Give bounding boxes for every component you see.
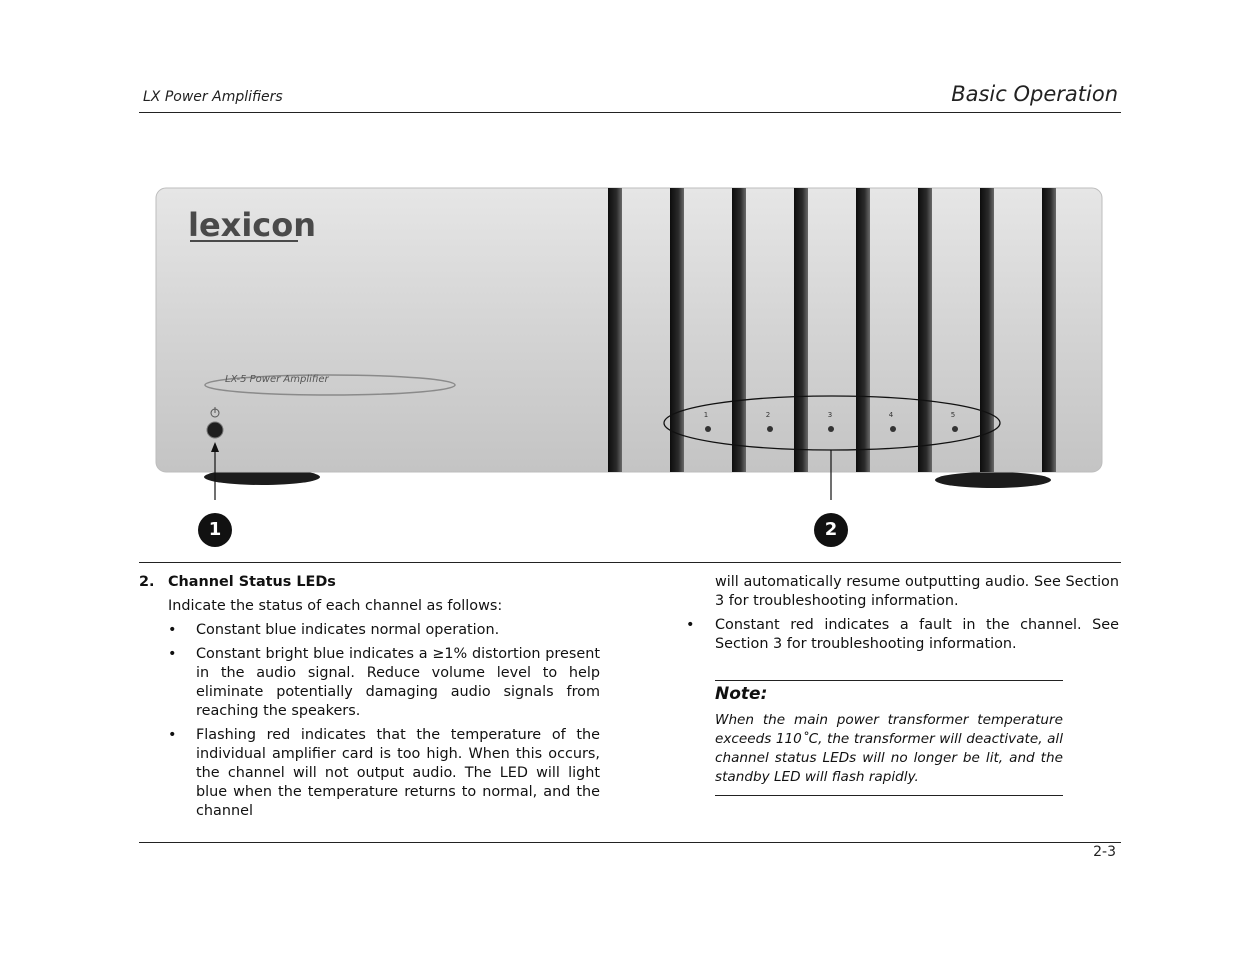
list-item: [686, 616, 1119, 654]
callout-1: 1: [198, 513, 232, 547]
channel-label: 4: [888, 411, 894, 419]
running-header-left: LX Power Amplifiers: [143, 89, 283, 105]
channel-label: 2: [765, 411, 771, 419]
item-title: Channel Status LEDs: [168, 574, 336, 590]
model-label: LX-5 Power Amplifier: [225, 374, 329, 385]
footer-rule: [139, 842, 1121, 843]
note-top-rule: [715, 680, 1063, 681]
list-item: [139, 621, 600, 640]
channel-label: 1: [703, 411, 709, 419]
channel-led: [705, 426, 711, 432]
bullet-list-right: [686, 616, 1119, 654]
bullet-list-left: [139, 621, 600, 821]
header-rule: [139, 112, 1121, 113]
channel-led: [767, 426, 773, 432]
list-item-continuation: will automatically resume outputting audio. See Section 3 for troubleshooting information.: [715, 574, 1119, 609]
list-item-text: Constant red indicates a fault in the channel. See Section 3 for troubleshooting information.: [715, 617, 1119, 652]
left-column: [139, 573, 600, 826]
amplifier-illustration: [150, 180, 1110, 500]
channel-label: 3: [827, 411, 833, 419]
right-column: [686, 573, 1119, 659]
standby-button: [207, 422, 223, 438]
item-intro: Indicate the status of each channel as follows:: [168, 598, 503, 614]
note-title: Note:: [715, 684, 768, 704]
amplifier-front-panel-figure: [150, 180, 1110, 500]
callout-2: 2: [814, 513, 848, 547]
channel-led: [952, 426, 958, 432]
page-number: 2-3: [1093, 844, 1116, 860]
item-number: 2.: [139, 574, 155, 590]
channel-label: 5: [950, 411, 956, 419]
figure-rule: [139, 562, 1121, 563]
channel-led: [890, 426, 896, 432]
item-heading: [139, 573, 600, 592]
section-title-header: Basic Operation: [951, 82, 1118, 106]
note-bottom-rule: [715, 795, 1063, 796]
note-body: When the main power transformer temperature exceeds 110˚C, the transformer will deactivate, all channel status LEDs will no longer be lit, and the standby LED will flash rapidly.: [715, 712, 1063, 785]
list-item: [139, 726, 600, 821]
list-item: [139, 645, 600, 721]
bullet-icon: •: [168, 646, 177, 662]
list-item-text: Flashing red indicates that the temperature of the individual amplifier card is too high. When this occurs, the channel will not output audio. The LED will light blue when the temperature returns to normal, and the channel: [196, 727, 600, 819]
right-foot: [935, 472, 1051, 488]
note-box: [715, 680, 1063, 796]
list-item-text: Constant bright blue indicates a ≥1% distortion present in the audio signal. Reduce volume level to help eliminate potentially damaging audio signals from reaching the speakers.: [196, 646, 600, 719]
channel-led: [828, 426, 834, 432]
bullet-icon: •: [168, 727, 177, 743]
bullet-icon: •: [168, 622, 177, 638]
bullet-icon: •: [686, 617, 695, 633]
list-item-text: Constant blue indicates normal operation.: [196, 622, 500, 638]
lexicon-logo: lexicon: [188, 206, 317, 244]
